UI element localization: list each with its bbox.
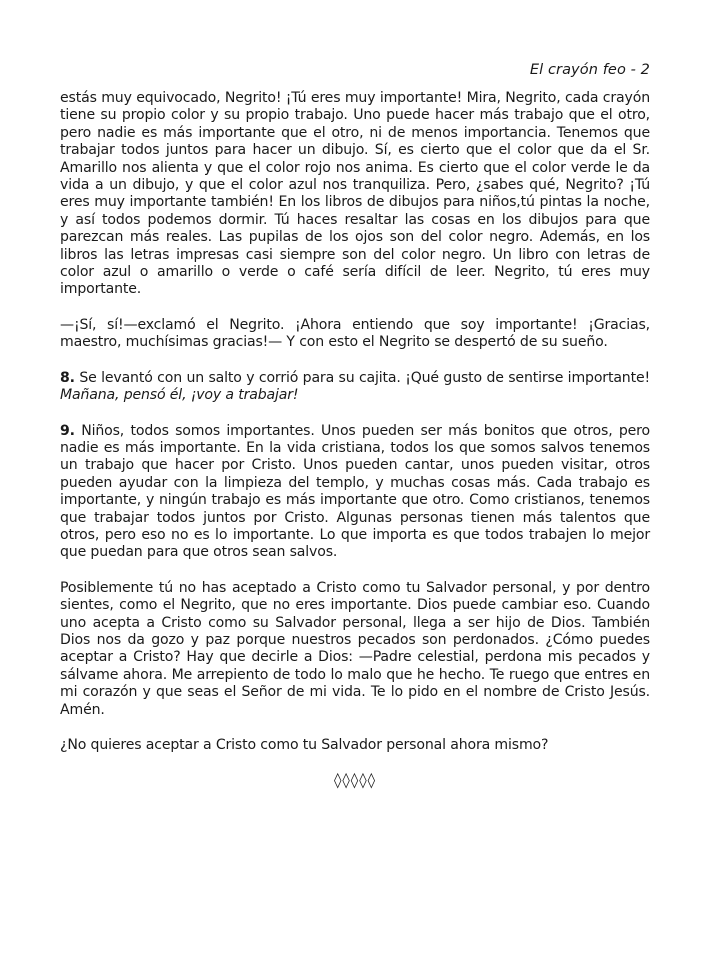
paragraph-8 (60, 370, 650, 405)
paragraph-teacher-speech: estás muy equivocado, Negrito! ¡Tú eres muy importante! Mira, Negrito, cada crayón tiene su propio color y su propio trabajo. Uno puede hacer más trabajo que el otro, pero nadie es más importante que el otro, ni de menos importancia. Tenemos que trabajar todos juntos para hacer un dibujo. Sí, es cierto que el color que da el Sr. Amarillo nos alienta y que el color rojo nos anima. Es cierto que el color verde le da vida a un dibujo, y que el color azul nos tranquiliza. Pero, ¿sabes qué, Negrito? ¡Tú eres muy importante también! En los libros de dibujos para niños,tú pintas la noche, y así todos podemos dormir. Tú haces resaltar las cosas en los dibujos para que parezcan más reales. Las pupilas de los ojos son del color negro. Además, en los libros las letras impresas casi siempre son del color negro. Un libro con letras de color azul o amarillo o verde o café sería difícil de leer. Negrito, tú eres muy importante. (60, 90, 650, 298)
paragraph-9 (60, 423, 650, 562)
paragraph-negrito-reply: —¡Sí, sí!—exclamó el Negrito. ¡Ahora entiendo que soy importante! ¡Gracias, maestro, muchísimas gracias!— Y con esto el Negrito se despertó de su sueño. (60, 316, 650, 351)
paragraph-9-text: Niños, todos somos importantes. Unos pueden ser más bonitos que otros, pero nadie es más importante. En la vida cristiana, todos los que somos salvos tenemos un trabajo que hacer por Cristo. Unos pueden cantar, unos pueden visitar, otros pueden ayudar con la limpieza del templo, y muchas cosas más. Cada trabajo es importante, y ningún trabajo es más importante que otro. Como cristianos, tenemos que trabajar todos juntos por Cristo. Algunas personas tienen más talentos que otros, pero eso no es lo importante. Lo que importa es que todos trabajen lo mejor que puedan para que otros sean salvos. (60, 422, 650, 561)
paragraph-number: 8. (60, 369, 75, 386)
paragraph-invitation: ¿No quieres aceptar a Cristo como tu Salvador personal ahora mismo? (60, 737, 549, 753)
running-header: El crayón feo - 2 (529, 62, 650, 78)
body-text (60, 90, 650, 790)
diamond-ornament: ◊◊◊◊◊ (333, 771, 377, 790)
paragraph-8-text: Se levantó con un salto y corrió para su cajita. ¡Qué gusto de sentirse importante! (79, 369, 650, 386)
paragraph-salvation: Posiblemente tú no has aceptado a Cristo como tu Salvador personal, y por dentro sientes, como el Negrito, que no eres importante. Dios puede cambiar eso. Cuando uno acepta a Cristo como su Salvador personal, llega a ser hijo de Dios. También Dios nos da gozo y paz porque nuestros pecados son perdonados. ¿Cómo puedes aceptar a Cristo? Hay que decirle a Dios: —Padre celestial, perdona mis pecados y sálvame ahora. Me arrepiento de todo lo malo que he hecho. Te ruego que entres en mi corazón y que seas el Señor de mi vida. Te lo pido en el nombre de Cristo Jesús. Amén. (60, 579, 650, 718)
paragraph-8-italic: Mañana, pensó él, ¡voy a trabajar! (60, 387, 299, 404)
paragraph-number: 9. (60, 422, 75, 439)
